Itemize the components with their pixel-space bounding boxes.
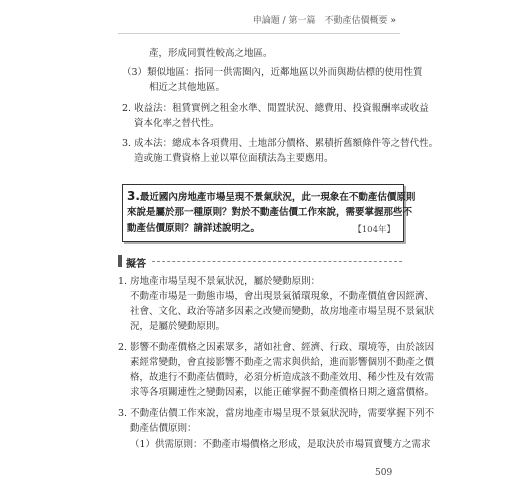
answer-heading: 擬答 xyxy=(126,259,146,270)
body-line: 造或施工費資格上並以單位面積法為主要應用。 xyxy=(134,153,334,164)
question-box xyxy=(122,184,416,242)
running-header xyxy=(253,13,396,26)
answer-line: 社會、文化、政治等諸多因素之改變而變動，故房地產市場呈現不景氣狀 xyxy=(130,306,435,317)
page-number: 509 xyxy=(375,468,393,478)
year-tag: 【104年】 xyxy=(353,225,395,235)
answer-line: 1. 房地產市場呈現不景氣狀況，屬於變動原則： xyxy=(118,276,321,287)
body-line: 產，形成同質性較高之地區。 xyxy=(149,48,273,59)
body-line: 2. 收益法：租賃實例之租金水準、閒置狀況、總費用、投資報酬率或收益 xyxy=(122,103,429,114)
body-line: 3. 成本法：總成本各項費用、土地部分價格、累積折舊額條件等之替代性。 xyxy=(122,138,439,149)
question-number: 3. xyxy=(127,189,140,203)
answer-line: 3. 不動產估價工作來說，當房地產市場呈現不景氣狀況時，需要掌握下列不 xyxy=(118,408,435,419)
answer-line: 格，故進行不動產估價時，必須分析造成該不動產效用、稀少性及有效需 xyxy=(130,372,435,383)
question-line-1: 3.最近國內房地產市場呈現不景氣狀況，此一現象在不動產估價原則 xyxy=(127,189,416,203)
body-line: 相近之其他地區。 xyxy=(149,82,226,93)
answer-line: 素經常變動，會直接影響不動產之需求與供給，進而影響個別不動產之價 xyxy=(130,357,435,368)
answer-line: 動產估價原則： xyxy=(130,423,197,434)
body-line: 資本化率之替代性。 xyxy=(134,118,220,129)
double-arrow-icon: » xyxy=(390,16,396,26)
body-line: （3）類似地區：指同一供需圈內，近鄰地區以外而與勘估標的使用性質 xyxy=(122,67,423,78)
answer-heading-bar xyxy=(118,255,122,267)
header-rule xyxy=(118,33,400,34)
answer-line: （1）供需原則：不動產市場價格之形成，是取決於市場買賣雙方之需求 xyxy=(130,439,431,450)
question-line-3: 動產估價原則？請詳述說明之。 xyxy=(127,223,261,234)
answer-line: 不動產市場是一動態市場，會出現景氣循環現象，不動產價值會因經濟、 xyxy=(130,291,435,302)
header-title: 申論題 / 第一篇 不動產估價概要 xyxy=(252,16,388,26)
answer-divider xyxy=(152,261,402,262)
answer-line: 況，是屬於變動原則。 xyxy=(130,321,226,332)
answer-line: 求等各項關連性之變動因素，以能正確掌握不動產價格日期之適當價格。 xyxy=(130,387,435,398)
answer-line: 2. 影響不動產價格之因素眾多，諸如社會、經濟、行政、環境等，由於該因 xyxy=(118,342,435,353)
question-line-2: 來說是屬於那一種原則？對於不動產估價工作來說，需要掌握那些不 xyxy=(127,207,413,218)
